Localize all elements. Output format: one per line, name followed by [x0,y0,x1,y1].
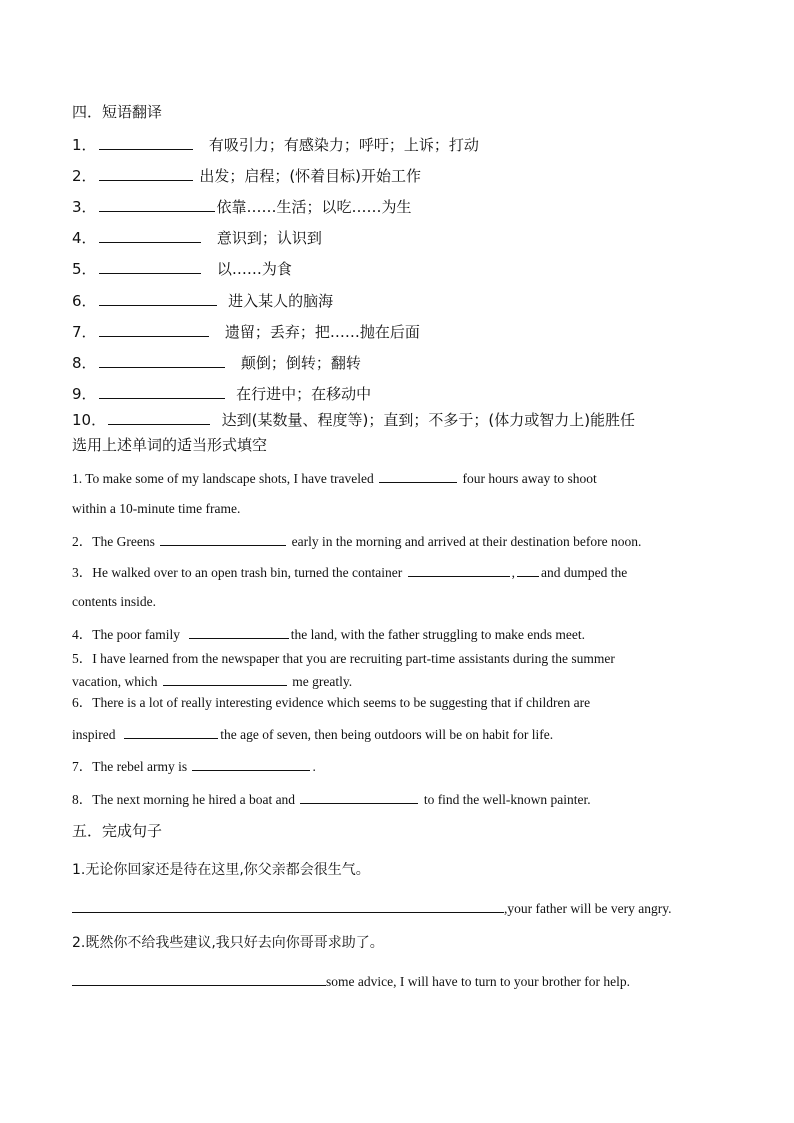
fill-sentence-7 [72,756,316,776]
phrase-item-3 [72,197,412,216]
answer-blank[interactable] [379,468,457,483]
sentence-text: the age of seven, then being outdoors will be on habit for life. [220,727,554,742]
item-meaning: 出发；启程；(怀着目标)开始工作 [199,167,422,185]
item-meaning: 进入某人的脑海 [228,292,334,310]
sentence-text: . [312,759,316,774]
item-number: 7． [72,323,97,341]
phrase-item-6 [72,291,333,310]
sentence-text: 7．The rebel army is [72,759,188,774]
answer-blank[interactable] [99,353,225,368]
sentence-text: 1. To make some of my landscape shots, I have traveled [72,471,374,486]
sentence-text: 4．The poor family [72,627,180,642]
question-2-answer-line [72,971,630,990]
sentence-text: the land, with the father struggling to make ends meet. [290,627,586,642]
answer-blank[interactable] [99,322,209,337]
item-meaning: 意识到；认识到 [216,229,322,247]
item-meaning: 有吸引力；有感染力；呼吁；上诉；打动 [208,136,479,154]
answer-blank[interactable] [99,228,201,243]
item-meaning: 以……为食 [216,260,292,278]
sentence-text: inspired [72,727,116,742]
fill-sentence-2 [72,531,641,551]
sentence-text: 8．The next morning he hired a boat and [72,792,296,807]
phrase-item-5 [72,259,292,278]
item-number: 1． [72,136,97,154]
fill-sentence-4 [72,624,585,644]
answer-blank[interactable] [124,724,218,739]
item-number: 2． [72,167,97,185]
sentence-text: some advice, I will have to turn to your brother for help. [326,974,631,989]
sentence-text: me greatly. [292,674,353,689]
phrase-item-1 [72,135,479,154]
answer-blank[interactable] [189,624,289,639]
item-meaning: 达到(某数量、程度等)；直到；不多于；(体力或智力上)能胜任 [221,411,636,429]
answer-blank[interactable] [99,166,193,181]
phrase-item-7 [72,322,420,341]
answer-blank[interactable] [99,384,225,399]
answer-blank[interactable] [300,789,418,804]
fill-sentence-6: 6．There is a lot of really interesting evidence which seems to be suggesting that if children are [72,695,591,710]
section-4-title: 四．短语翻译 [72,103,163,121]
item-number: 9． [72,385,97,403]
answer-blank[interactable] [163,671,287,686]
section-5-title: 五．完成句子 [72,822,163,840]
sentence-text: and dumped the [541,565,628,580]
answer-blank[interactable] [99,259,201,274]
sentence-text: , [511,565,516,580]
item-meaning: 颠倒；倒转；翻转 [240,354,361,372]
sentence-text: early in the morning and arrived at their destination before noon. [291,534,642,549]
fill-section-title: 选用上述单词的适当形式填空 [72,436,268,454]
answer-blank[interactable] [99,291,217,306]
item-meaning: 在行进中；在移动中 [236,385,372,403]
answer-blank[interactable] [72,898,504,913]
answer-blank[interactable] [192,756,310,771]
answer-blank[interactable] [99,197,215,212]
answer-blank[interactable] [408,562,510,577]
fill-sentence-5: 5．I have learned from the newspaper that you are recruiting part-time assistants during the summer [72,651,615,666]
fill-sentence-5-cont [72,671,352,691]
item-number: 4． [72,229,97,247]
answer-blank[interactable] [108,410,210,425]
answer-blank[interactable] [72,971,326,986]
phrase-item-10 [72,410,635,429]
sentence-text: to find the well-known painter. [423,792,591,807]
item-meaning: 遗留；丢弃；把……抛在后面 [224,323,420,341]
sentence-text: vacation, which [72,674,158,689]
item-number: 3． [72,198,97,216]
phrase-item-2 [72,166,421,185]
fill-sentence-1-cont: within a 10-minute time frame. [72,501,241,516]
fill-sentence-6-cont [72,724,553,744]
sentence-text: 2．The Greens [72,534,155,549]
answer-blank[interactable] [517,562,539,577]
fill-sentence-1 [72,468,597,488]
item-number: 10． [72,411,107,429]
item-number: 8． [72,354,97,372]
item-meaning: 依靠……生活；以吃……为生 [216,198,412,216]
fill-sentence-8 [72,789,591,809]
phrase-item-8 [72,353,361,372]
sentence-text: ,your father will be very angry. [504,901,672,916]
fill-sentence-3 [72,562,627,582]
phrase-item-4 [72,228,322,247]
answer-blank[interactable] [160,531,286,546]
question-1-chinese: 1.无论你回家还是待在这里,你父亲都会很生气。 [72,862,370,878]
item-number: 6． [72,292,97,310]
sentence-text: four hours away to shoot [462,471,597,486]
fill-sentence-3-cont: contents inside. [72,594,156,609]
question-2-chinese: 2.既然你不给我些建议,我只好去向你哥哥求助了。 [72,935,384,951]
sentence-text: 3．He walked over to an open trash bin, turned the container [72,565,403,580]
item-number: 5． [72,260,97,278]
phrase-item-9 [72,384,371,403]
answer-blank[interactable] [99,135,193,150]
question-1-answer-line [72,898,671,917]
